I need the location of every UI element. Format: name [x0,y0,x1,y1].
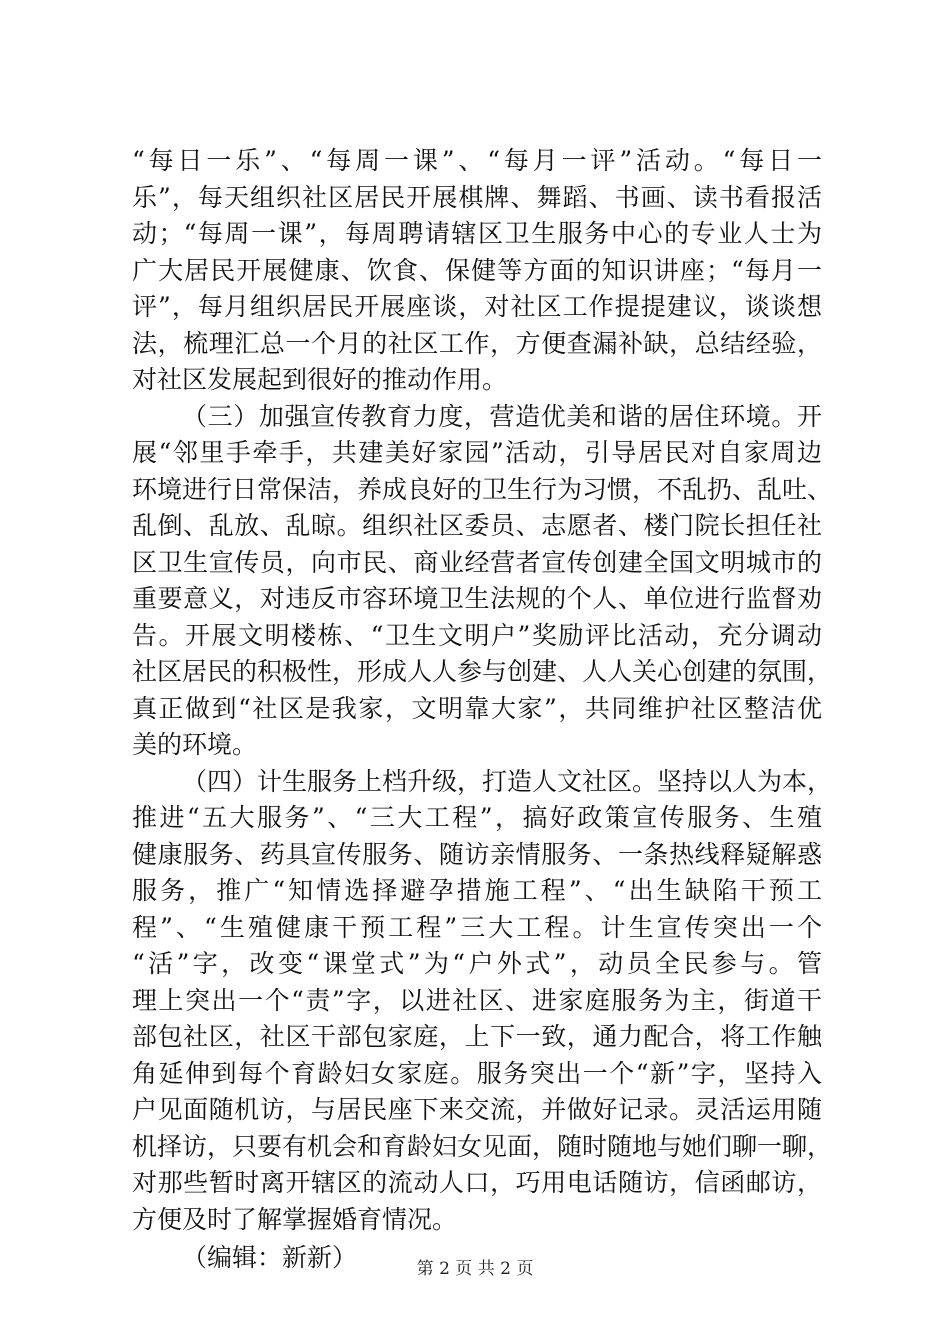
text-line: 方便及时了解掌握婚育情况。 [132,1204,458,1234]
text-line: 评”，每月组织居民开展座谈，对社区工作提提建议，谈谈想 [132,292,822,321]
text-line: 推进“五大服务”、“三大工程”，搞好政策宣传服务、生殖 [132,803,822,832]
page-number-footer: 第 2 页 共 2 页 [416,1259,534,1279]
text-line: 美的环境。 [132,730,258,759]
text-line: 社区居民的积极性，形成人人参与创建、人人关心创建的氛围， [132,657,833,686]
text-line: 告。开展文明楼栋、“卫生文明户”奖励评比活动，充分调动 [132,620,822,650]
text-line: 乱倒、乱放、乱晾。组织社区委员、志愿者、楼门院长担任社 [132,511,822,540]
text-line: 动；“每周一课”，每周聘请辖区卫生服务中心的专业人士为 [132,219,822,248]
text-line: 程”、“生殖健康干预工程”三大工程。计生宣传突出一个 [132,912,822,942]
text-line: 环境进行日常保洁，养成良好的卫生行为习惯，不乱扔、乱吐、 [132,474,833,504]
text-line: 部包社区，社区干部包家庭，上下一致，通力配合，将工作触 [132,1022,822,1051]
text-line: 角延伸到每个育龄妇女家庭。服务突出一个“新”字，坚持入 [132,1058,822,1088]
text-line: 理上突出一个“责”字，以进社区、进家庭服务为主，街道干 [132,985,822,1015]
text-line: 服务，推广“知情选择避孕措施工程”、“出生缺陷干预工 [132,876,822,905]
paragraph-continuation [132,143,822,399]
text-line: 对社区发展起到很好的推动作用。 [132,365,508,394]
text-line: 区卫生宣传员，向市民、商业经营者宣传创建全国文明城市的 [132,547,822,577]
section-four-paragraph [132,764,833,1239]
text-line: 机择访，只要有机会和育龄妇女见面，随时随地与她们聊一聊， [132,1131,833,1161]
text-line: “每日一乐”、“每周一课”、“每月一评”活动。“每日一 [132,146,822,175]
section-heading-line: （四）计生服务上档升级，打造人文社区。坚持以人为本， [182,766,833,796]
text-line: 户见面随机访，与居民座下来交流，并做好记录。灵活运用随 [132,1095,822,1124]
section-heading-line: （三）加强宣传教育力度，营造优美和谐的居住环境。开 [182,401,822,431]
text-line: 对那些暂时离开辖区的流动人口，巧用电话随访，信函邮访， [132,1168,822,1197]
text-line: 重要意义，对违反市容环境卫生法规的个人、单位进行监督劝 [132,584,822,613]
text-line: 法，梳理汇总一个月的社区工作，方便查漏补缺，总结经验， [132,328,822,358]
text-line: 广大居民开展健康、饮食、保健等方面的知识讲座；“每月一 [132,255,822,285]
editor-note: （编辑：新新） [182,1243,358,1272]
section-three-paragraph [132,399,833,764]
text-line: 展“邻里手牵手，共建美好家园”活动，引导居民对自家周边 [132,438,822,467]
text-line: “活”字，改变“课堂式”为“户外式”，动员全民参与。管 [132,949,822,978]
document-body [132,143,833,1277]
text-line: 乐”，每天组织社区居民开展棋牌、舞蹈、书画、读书看报活 [132,182,822,212]
text-line: 健康服务、药具宣传服务、随访亲情服务、一条热线释疑解惑 [132,839,822,869]
text-line: 真正做到“社区是我家，文明靠大家”，共同维护社区整洁优 [132,693,822,723]
